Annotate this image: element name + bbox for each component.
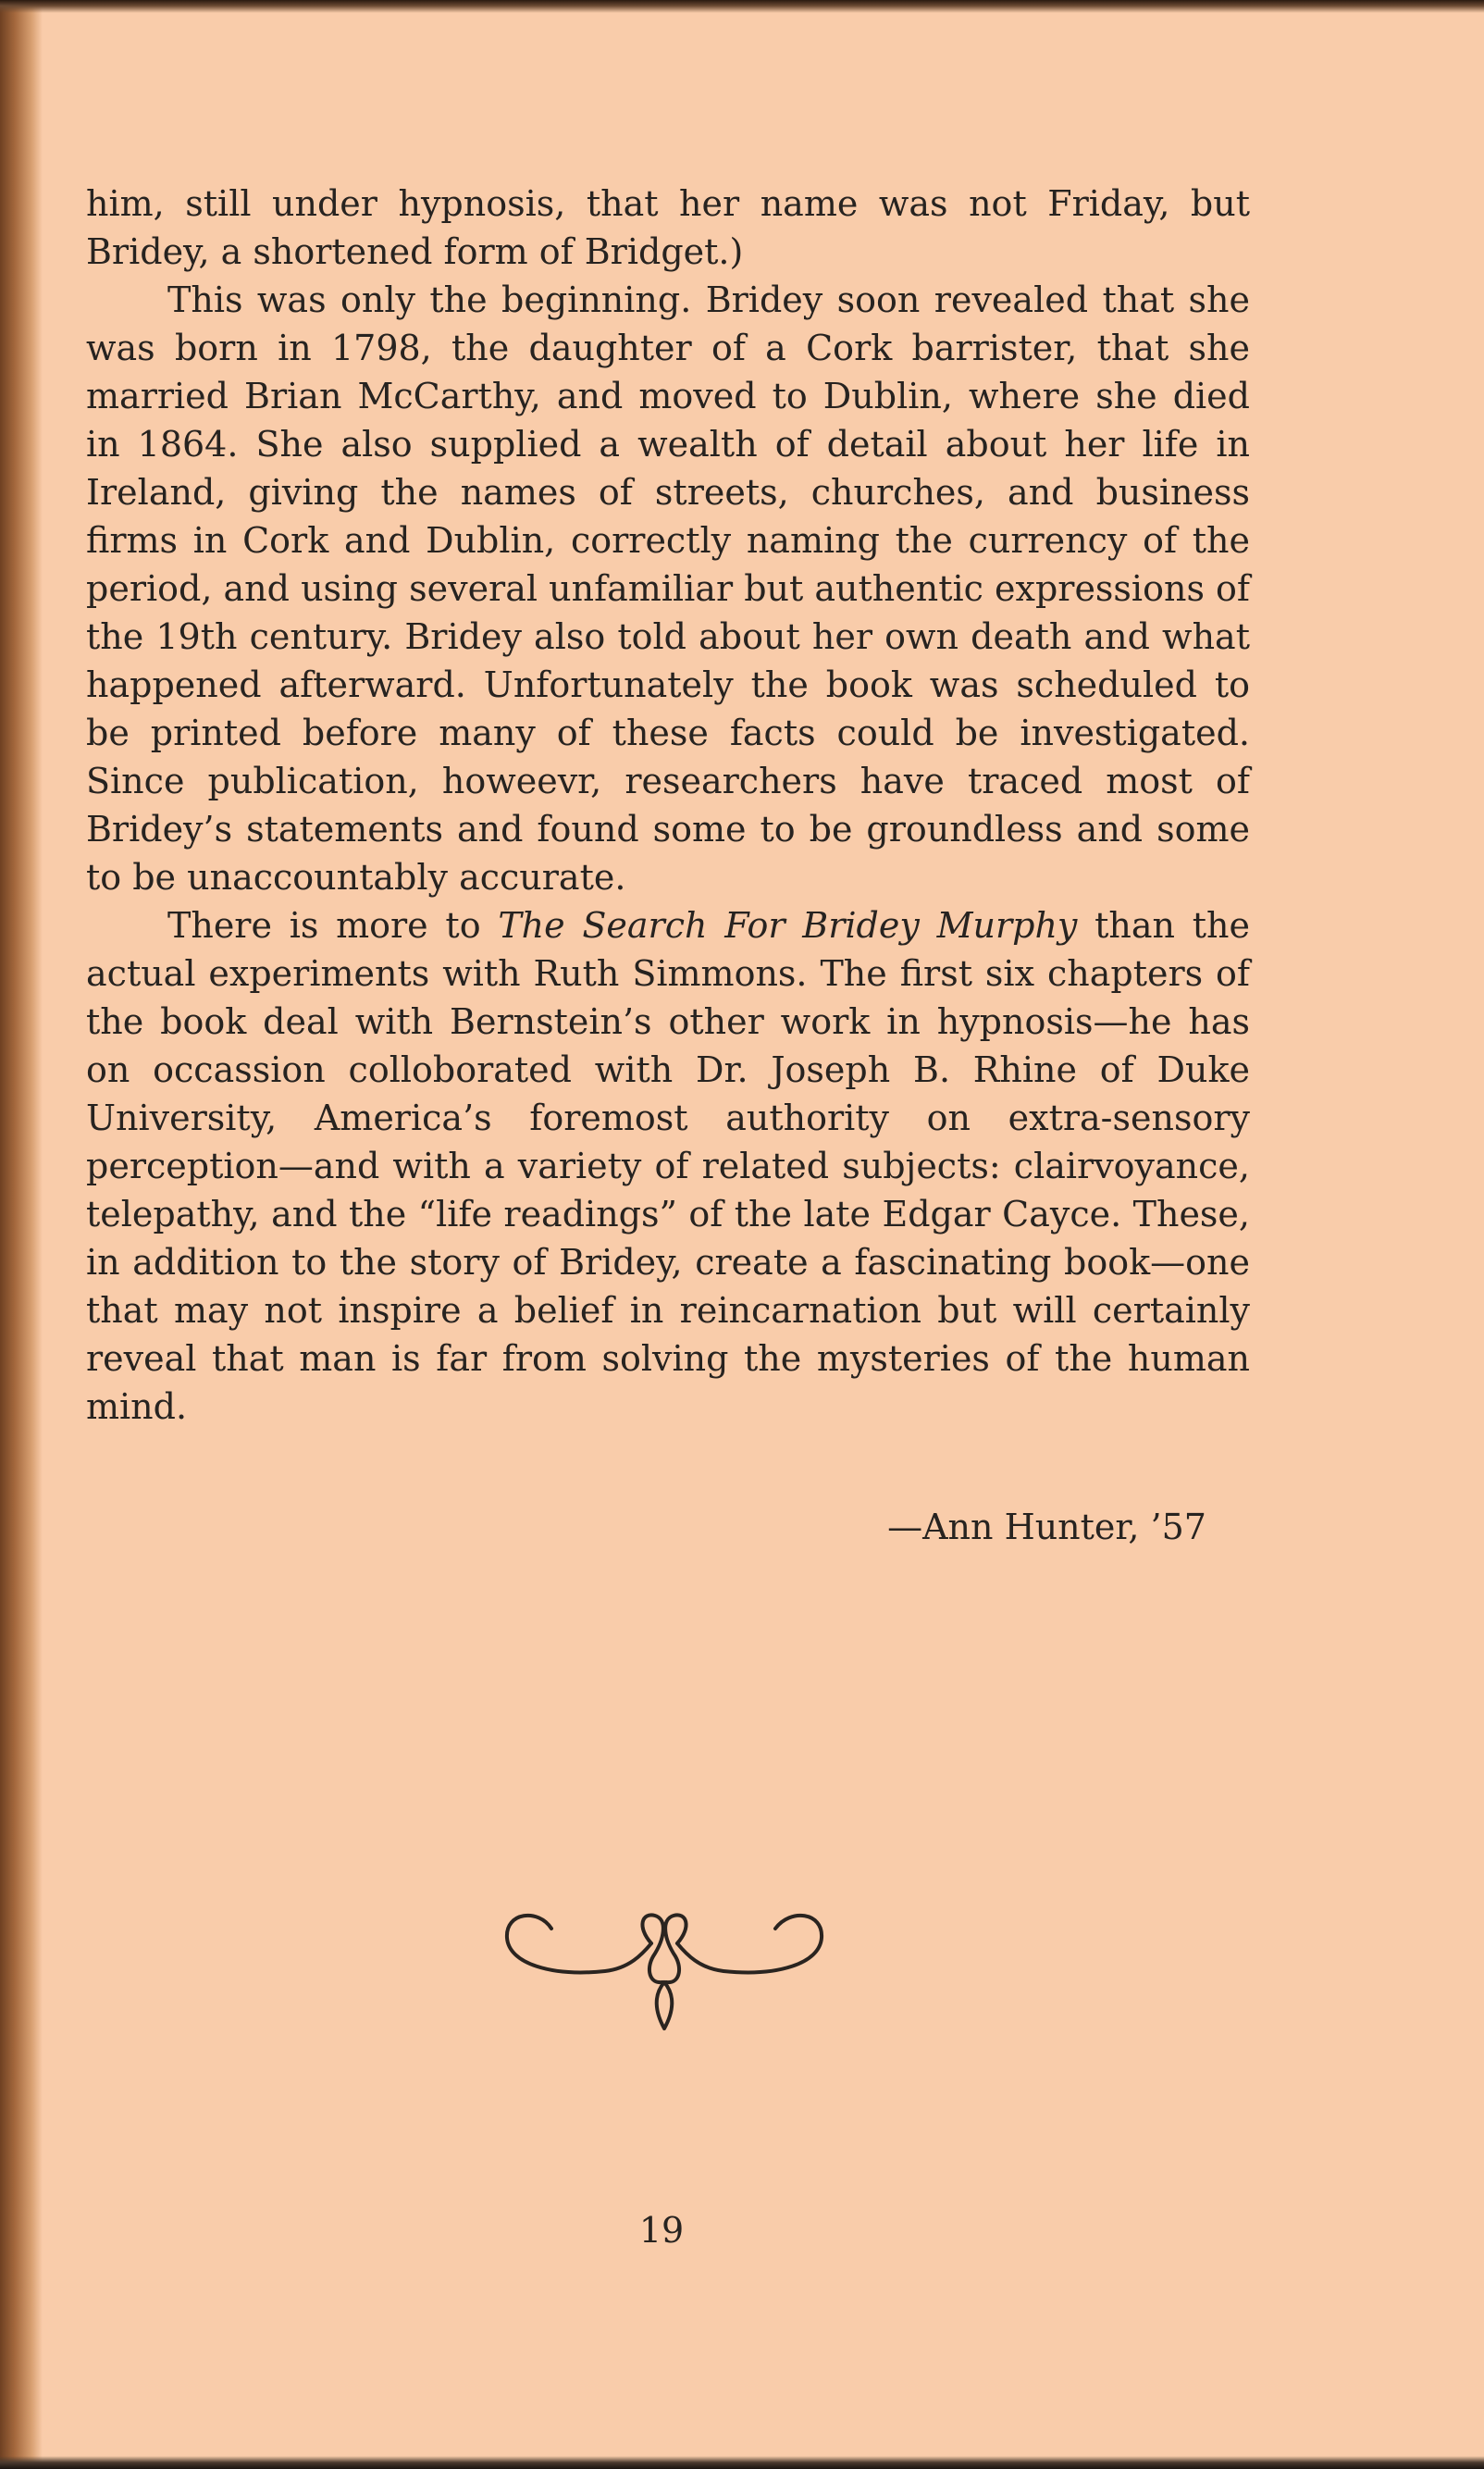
page-bottom-edge: [0, 2456, 1484, 2469]
paragraph-book-contents: [86, 901, 1250, 1431]
paragraph-remaining-text: than the actual experiments with Ruth Simmons. The first six chapters of the book deal with Bernstein’s other work in hypnosis—he has on occassion colloborated with Dr. Joseph B. Rhine of Duke University, America’s foremost authority on extra-sensory perception—and with a variety of related subjects: clairvoyance, telepathy, and the “life readings” of the late Edgar Cayce. These, in addition to the story of Bridey, create a fascinating book—one that may not inspire a belief in reincarnation but will certainly reveal that man is far from solving the mysteries of the human mind.: [86, 905, 1251, 1427]
page-top-edge: [0, 0, 1484, 13]
body-text: [86, 180, 1250, 1431]
paragraph-lead-text: There is more to: [167, 905, 499, 946]
book-spine-shadow: [0, 0, 43, 2469]
page-number: 19: [638, 2210, 685, 2251]
author-attribution: —Ann Hunter, ’57: [887, 1507, 1206, 1547]
paragraph-bridey-history: This was only the beginning. Bridey soon revealed that she was born in 1798, the daughter of a Cork barrister, that she married Brian McCarthy, and moved to Dublin, where she died in 1864. She also supplied a wealth of detail about her life in Ireland, giving the names of streets, churches, and business firms in Cork and Dublin, correctly naming the currency of the period, and using several unfamiliar but authentic expressions of the 19th century. Bridey also told about her own death and what happened afterward. Unfortunately the book was scheduled to be printed before many of these facts could be investigated. Since publication, howeevr, researchers have traced most of Bridey’s statements and found some to be groundless and some to be unaccountably accurate.: [86, 279, 1250, 898]
paragraph-continuation: him, still under hypnosis, that her name was not Friday, but Bridey, a shortened form of Bridget.): [86, 183, 1250, 272]
flourish-ornament-icon: [498, 1880, 831, 2032]
book-title: The Search For Bridey Murphy: [498, 905, 1078, 946]
